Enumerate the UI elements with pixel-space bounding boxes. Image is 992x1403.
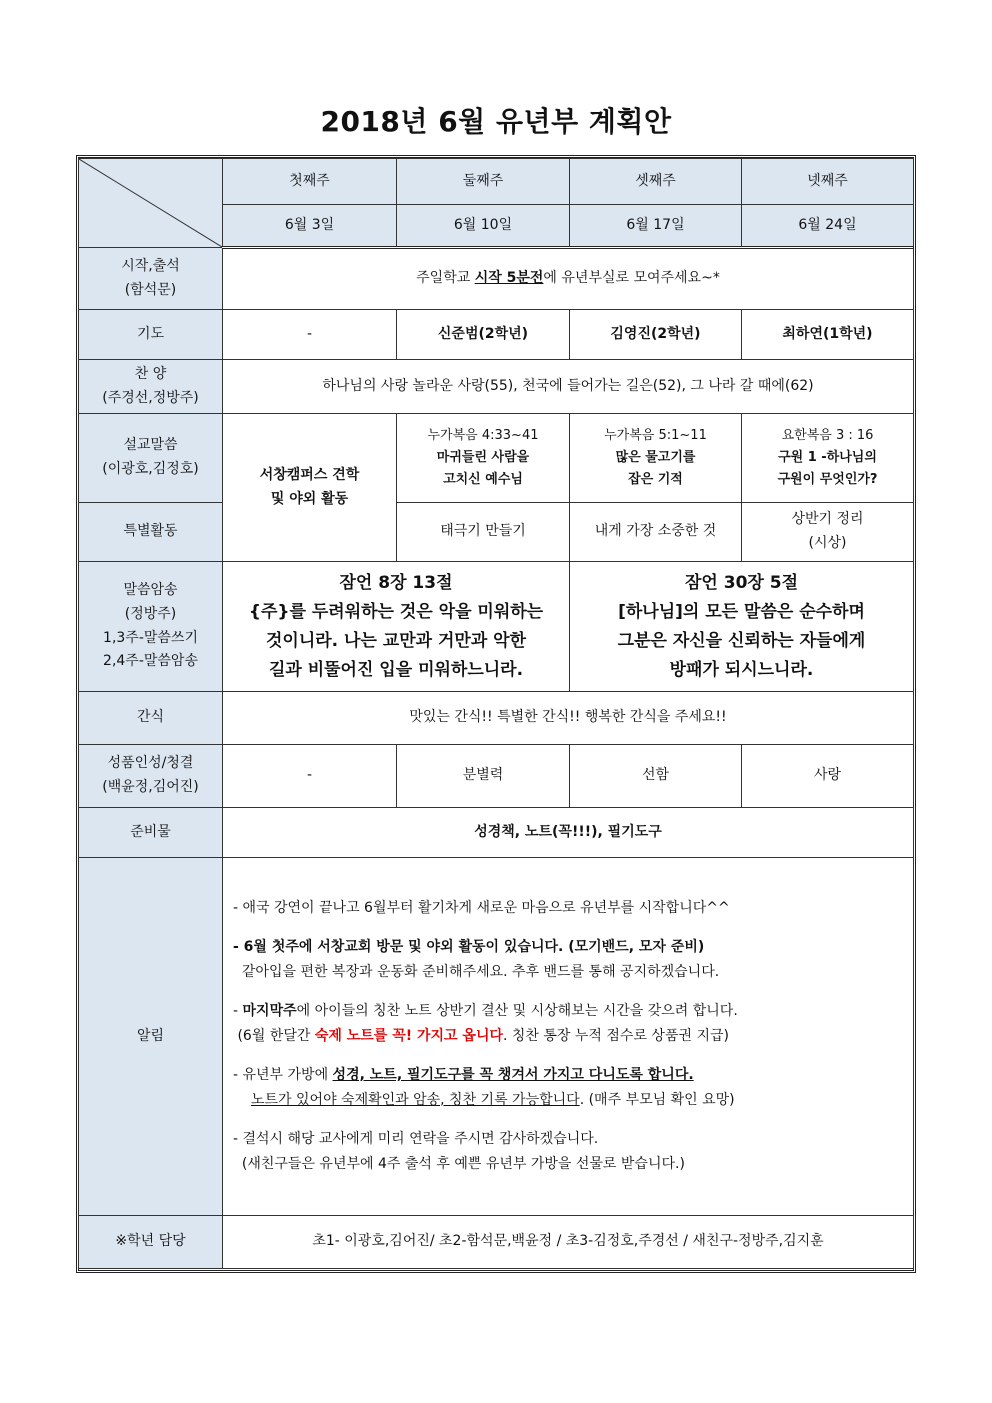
notice-seg: - (233, 1003, 243, 1019)
prayer-2: 신준범(2학년) (397, 310, 570, 360)
label-line: 찬 양 (134, 365, 167, 382)
activity-week4 (742, 503, 914, 562)
notice-text (223, 858, 914, 1216)
week-header-2: 둘째주 (397, 159, 570, 205)
prayer-3: 김영진(2학년) (570, 310, 742, 360)
start-text-emph: 시작 5분전 (474, 270, 544, 287)
activity-week3: 내게 가장 소중한 것 (570, 503, 742, 562)
memory-verse-right (570, 562, 914, 692)
sermon-week4 (742, 414, 914, 503)
prayer-1: - (223, 310, 397, 360)
label-line: 시작,출석 (121, 257, 180, 274)
start-text-post: 에 유년부실로 모여주세요~* (543, 270, 720, 287)
corner-cell (79, 159, 223, 248)
verse-ref: 잠언 30장 5절 (684, 572, 798, 593)
notice-line: - 애국 강연이 끝나고 6월부터 활기차게 새로운 마음으로 유년부를 시작합니다^^ (233, 900, 730, 916)
verse-line: 길과 비뚤어진 입을 미워하느니라. (268, 659, 524, 680)
verse-ref: 잠언 8장 13절 (339, 572, 453, 593)
date-3: 6월 17일 (570, 205, 742, 248)
notice-line (233, 1063, 903, 1088)
sermon-title: 고치신 예수님 (443, 472, 523, 487)
row-label-snack: 간식 (79, 692, 223, 745)
row-label-praise (79, 360, 223, 414)
row-label-prayer: 기도 (79, 310, 223, 360)
verse-line: [하나님]의 모든 말씀은 순수하며 (618, 601, 865, 622)
notice-seg: 노트가 있어야 숙제확인과 암송, 칭찬 기록 가능합니다 (251, 1092, 580, 1108)
notice-seg-red: 숙제 노트를 꼭! 가지고 옵니다 (314, 1028, 503, 1044)
verse-line: 그분은 자신을 신뢰하는 자들에게 (617, 630, 866, 651)
character-4: 사랑 (742, 745, 914, 808)
supplies-text: 성경책, 노트(꼭!!!), 필기도구 (223, 808, 914, 858)
start-text (223, 248, 914, 310)
notice-seg: 성경, 노트, 필기도구를 꼭 챙겨서 가지고 다니도록 합니다. (332, 1067, 694, 1083)
activity-week2: 태극기 만들기 (397, 503, 570, 562)
week-header-1: 첫째주 (223, 159, 397, 205)
verse-line: 것이니라. 나는 교만과 거만과 악한 (265, 630, 527, 651)
label-line: 말씀암송 (123, 581, 178, 598)
sermon-week1-line: 및 야외 활동 (270, 490, 349, 507)
sermon-week3 (570, 414, 742, 503)
label-line: 설교말씀 (123, 437, 178, 454)
prayer-4: 최하연(1학년) (742, 310, 914, 360)
sermon-week1-line: 서창캠퍼스 견학 (259, 466, 360, 483)
week-header-3: 셋째주 (570, 159, 742, 205)
notice-line (233, 1088, 903, 1113)
notice-line: (새친구들은 유년부에 4주 출석 후 예쁜 유년부 가방을 선물로 받습니다.) (233, 1156, 685, 1172)
praise-text: 하나님의 사랑 놀라운 사랑(55), 천국에 들어가는 길은(52), 그 나라 갈 때에(62) (223, 360, 914, 414)
sermon-ref: 누가복음 4:33~41 (427, 428, 539, 443)
character-1: - (223, 745, 397, 808)
notice-line: - 결석시 해당 교사에게 미리 연락을 주시면 감사하겠습니다. (233, 1131, 599, 1147)
sermon-title: 구원이 무엇인가? (777, 472, 878, 487)
sermon-title: 마귀들린 사람을 (436, 450, 530, 465)
page-title: 2018년 6월 유년부 계획안 (320, 105, 672, 138)
sermon-ref: 누가복음 5:1~11 (604, 428, 707, 443)
notice-line (233, 1024, 903, 1049)
sermon-ref: 요한복음 3 : 16 (781, 428, 874, 443)
label-line: (주경선,정방주) (102, 389, 199, 406)
sermon-title: 구원 1 -하나님의 (778, 450, 877, 465)
notice-line (233, 999, 903, 1024)
notice-seg: . 칭찬 통장 누적 점수로 상품권 지급) (503, 1028, 729, 1044)
character-2: 분별력 (397, 745, 570, 808)
label-line: (함석문) (124, 281, 177, 298)
plan-table (78, 158, 914, 1269)
label-line: (백윤정,김어진) (102, 779, 199, 795)
activity-line: 상반기 정리 (791, 511, 864, 528)
week-header-4: 넷째주 (742, 159, 914, 205)
sermon-title: 잡은 기적 (628, 472, 683, 487)
label-line: (정방주) (124, 605, 177, 622)
label-line: 1,3주-말씀쓰기 (103, 629, 198, 646)
memory-verse-left (223, 562, 570, 692)
sermon-title: 많은 물고기를 (615, 450, 696, 465)
snack-text: 맛있는 간식!! 특별한 간식!! 행복한 간식을 주세요!! (223, 692, 914, 745)
notice-seg: . (매주 부모님 확인 요망) (579, 1092, 735, 1108)
start-text-pre: 주일학교 (416, 270, 475, 287)
activity-line: (시상) (808, 535, 847, 551)
row-label-notice: 알림 (79, 858, 223, 1216)
notice-seg: (6월 한달간 (233, 1028, 315, 1044)
date-4: 6월 24일 (742, 205, 914, 248)
notice-seg: 마지막주 (242, 1003, 297, 1019)
label-line: 성품인성/청결 (107, 755, 194, 772)
row-label-sermon (79, 414, 223, 503)
sermon-week1 (223, 414, 397, 562)
row-label-grade: ※학년 담당 (79, 1216, 223, 1269)
row-label-supplies: 준비물 (79, 808, 223, 858)
diagonal-line (79, 159, 222, 247)
notice-seg: - 유년부 가방에 (233, 1067, 333, 1083)
row-label-activity: 특별활동 (79, 503, 223, 562)
row-label-character (79, 745, 223, 808)
character-3: 선함 (570, 745, 742, 808)
notice-seg: 에 아이들의 칭찬 노트 상반기 결산 및 시상해보는 시간을 갖으려 합니다. (296, 1003, 738, 1019)
verse-line: 방패가 되시느니라. (669, 659, 814, 680)
verse-line: {주}를 두려워하는 것은 악을 미워하는 (248, 601, 544, 622)
label-line: 2,4주-말씀암송 (103, 653, 198, 670)
row-label-start (79, 248, 223, 310)
sermon-week2 (397, 414, 570, 503)
date-1: 6월 3일 (223, 205, 397, 248)
label-line: (이광호,김정호) (102, 461, 199, 477)
date-2: 6월 10일 (397, 205, 570, 248)
notice-line: 같아입을 편한 복장과 운동화 준비해주세요. 추후 밴드를 통해 공지하겠습니다. (233, 964, 720, 980)
notice-line: - 6월 첫주에 서창교회 방문 및 야외 활동이 있습니다. (모기밴드, 모자 준비) (233, 939, 705, 955)
grade-text: 초1- 이광호,김어진/ 초2-함석문,백윤정 / 초3-김정호,주경선 / 새친구-정방주,김지훈 (223, 1216, 914, 1269)
row-label-memory (79, 562, 223, 692)
